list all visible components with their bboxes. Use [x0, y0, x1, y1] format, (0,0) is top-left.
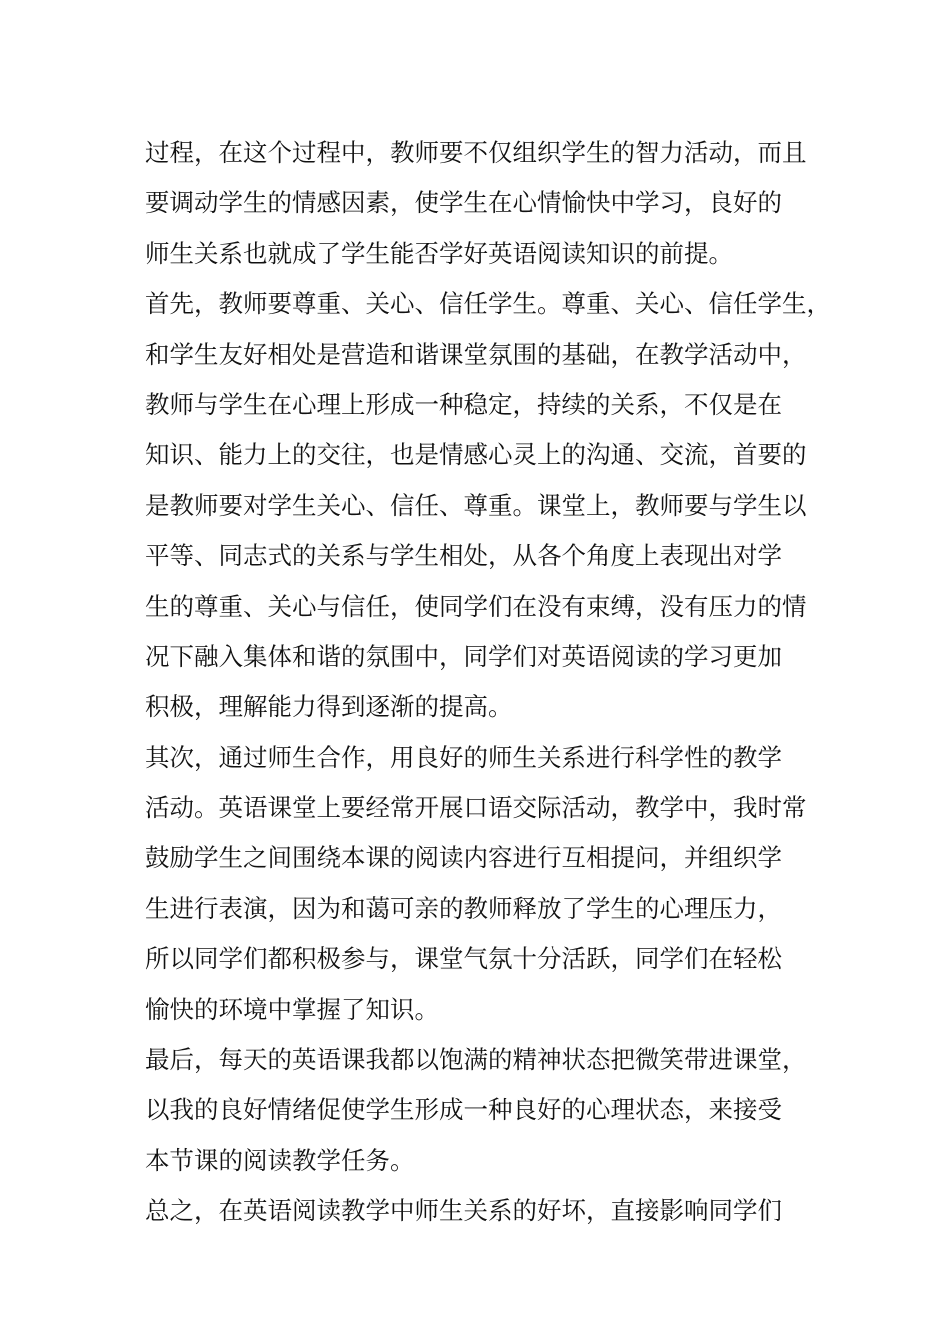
text-line-7: 知识、能力上的交往，也是情感心灵上的沟通、交流，首要的	[145, 440, 807, 470]
text-line-19: 最后，每天的英语课我都以饱满的精神状态把微笑带进课堂，	[145, 1045, 807, 1075]
text-line-10: 生的尊重、关心与信任，使同学们在没有束缚，没有压力的情	[145, 591, 807, 621]
text-line-20: 以我的良好情绪促使学生形成一种良好的心理状态，来接受	[145, 1095, 782, 1125]
text-line-3: 师生关系也就成了学生能否学好英语阅读知识的前提。	[145, 238, 733, 268]
text-line-8: 是教师要对学生关心、信任、尊重。课堂上，教师要与学生以	[145, 490, 807, 520]
text-line-16: 生进行表演，因为和蔼可亲的教师释放了学生的心理压力，	[145, 893, 782, 923]
text-line-17: 所以同学们都积极参与，课堂气氛十分活跃，同学们在轻松	[145, 944, 782, 974]
text-line-15: 鼓励学生之间围绕本课的阅读内容进行互相提问，并组织学	[145, 843, 782, 873]
text-line-4: 首先，教师要尊重、关心、信任学生。尊重、关心、信任学生，	[145, 289, 831, 319]
text-line-13: 其次，通过师生合作，用良好的师生关系进行科学性的教学	[145, 742, 782, 772]
text-line-22: 总之，在英语阅读教学中师生关系的好坏，直接影响同学们	[145, 1196, 782, 1226]
document-body	[145, 128, 831, 1237]
text-line-6: 教师与学生在心理上形成一种稳定，持续的关系，不仅是在	[145, 389, 782, 419]
text-line-12: 积极，理解能力得到逐渐的提高。	[145, 692, 513, 722]
text-line-1: 过程，在这个过程中，教师要不仅组织学生的智力活动，而且	[145, 138, 807, 167]
text-line-2: 要调动学生的情感因素，使学生在心情愉快中学习，良好的	[145, 188, 782, 218]
text-line-21: 本节课的阅读教学任务。	[145, 1145, 415, 1175]
text-line-5: 和学生友好相处是营造和谐课堂氛围的基础，在教学活动中，	[145, 339, 807, 369]
text-line-11: 况下融入集体和谐的氛围中，同学们对英语阅读的学习更加	[145, 641, 782, 671]
text-line-14: 活动。英语课堂上要经常开展口语交际活动，教学中，我时常	[145, 793, 807, 823]
text-line-18: 愉快的环境中掌握了知识。	[145, 994, 439, 1024]
text-line-9: 平等、同志式的关系与学生相处，从各个角度上表现出对学	[145, 541, 782, 571]
